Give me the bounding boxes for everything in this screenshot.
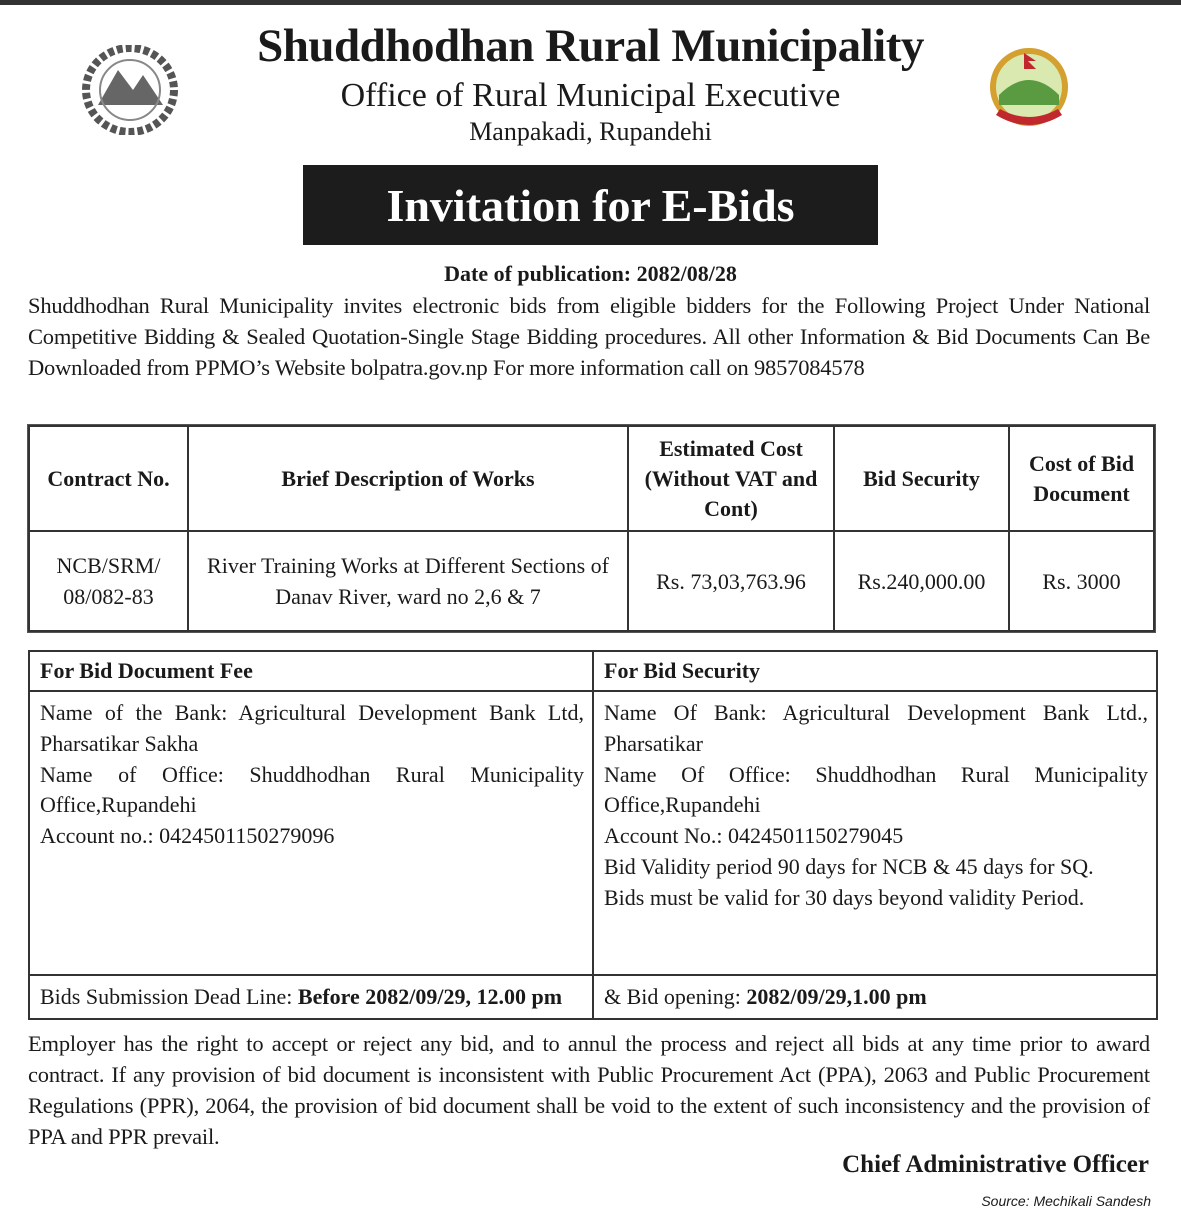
opening-value: 2082/09/29,1.00 pm: [746, 983, 927, 1009]
table-header-row: [29, 426, 1154, 531]
col-contract-no: Contract No.: [29, 426, 188, 531]
deadline-value: Before 2082/09/29, 12.00 pm: [297, 983, 563, 1009]
security-bank-name: Name Of Bank: Agricultural Development Bank Ltd., Pharsatikar: [604, 700, 1148, 756]
security-account-no: Account No.: 0424501150279045: [604, 823, 904, 849]
fee-details: [29, 691, 593, 975]
opening-label: & Bid opening:: [604, 983, 747, 1009]
fee-header: For Bid Document Fee: [29, 651, 593, 691]
closing-paragraph: Employer has the right to accept or reject any bid, and to annul the process and reject all bids at any time prior to award contract. If any provision of bid document is inconsistent with Public Procurement Act (PPA), 2063 and Public Procurement Regulations (PPR), 2064, the provision of bid document shall be void to the extent of such inconsistency and the provision of PPA and PPR prevail.: [28, 1031, 1150, 1149]
estimated-cost: Rs. 73,03,763.96: [628, 531, 834, 631]
fee-office-name: Name of Office: Shuddhodhan Rural Municipality Office,Rupandehi: [40, 761, 584, 818]
description: River Training Works at Different Sections of Danav River, ward no 2,6 & 7: [188, 531, 628, 631]
bid-security: Rs.240,000.00: [834, 531, 1009, 631]
security-office-name: Name Of Office: Shuddhodhan Rural Municipality Office,Rupandehi: [604, 761, 1148, 818]
col-doc-cost: Cost of Bid Document: [1009, 426, 1154, 531]
address: Manpakadi, Rupandehi: [469, 117, 712, 146]
office-subtitle: Office of Rural Municipal Executive: [340, 77, 841, 114]
signature: Chief Administrative Officer: [842, 1151, 1149, 1178]
bid-opening: [593, 975, 1157, 1019]
col-description: Brief Description of Works: [188, 426, 628, 531]
col-estimated-cost: Estimated Cost (Without VAT and Cont): [628, 426, 834, 531]
bank-details-table: [28, 650, 1158, 1020]
submission-deadline: [29, 975, 593, 1019]
bid-validity: Bid Validity period 90 days for NCB & 45 days for SQ.: [604, 853, 1094, 879]
contract-no: NCB/SRM/ 08/082-83: [29, 531, 188, 631]
contract-table: [28, 425, 1155, 632]
security-header: For Bid Security: [593, 651, 1157, 691]
fee-account-no: Account no.: 0424501150279096: [40, 823, 335, 849]
col-bid-security: Bid Security: [834, 426, 1009, 531]
notice-banner: Invitation for E-Bids: [303, 165, 878, 245]
fee-bank-name: Name of the Bank: Agricultural Development Bank Ltd, Pharsatikar Sakha: [40, 700, 584, 756]
source-credit: Source: Mechikali Sandesh: [981, 1193, 1151, 1209]
deadline-label: Bids Submission Dead Line:: [40, 983, 298, 1009]
municipality-title: Shuddhodhan Rural Municipality: [257, 20, 924, 72]
doc-cost: Rs. 3000: [1009, 531, 1154, 631]
intro-paragraph: Shuddhodhan Rural Municipality invites electronic bids from eligible bidders for the Following Project Under National Competitive Bidding & Sealed Quotation-Single Stage Bidding procedures. All other Information & Bid Documents Can Be Downloaded from PPMO’s Website bolpatra.gov.np For more information call on 9857084578: [28, 293, 1150, 380]
security-details: [593, 691, 1157, 975]
bid-valid-beyond: Bids must be valid for 30 days beyond validity Period.: [604, 884, 1085, 910]
table-row: [29, 531, 1154, 631]
publication-date: Date of publication: 2082/08/28: [444, 261, 737, 286]
